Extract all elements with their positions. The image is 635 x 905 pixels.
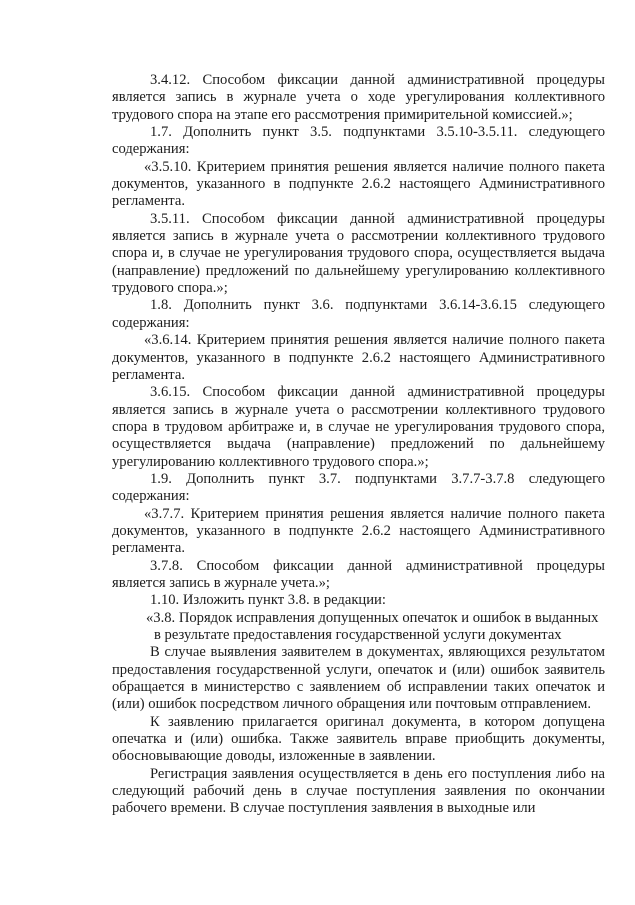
paragraph-1-7: 1.7. Дополнить пункт 3.5. подпунктами 3.5.10-3.5.11. следующего содержания: [112, 124, 605, 158]
paragraph-3-5-11: 3.5.11. Способом фиксации данной административной процедуры является запись в журнале учета о рассмотрении коллективного трудового спора и, в случае не урегулирования трудового спора, осуществляется выдача (направление) предложений по дальнейшему урегулированию коллективного трудового спора.»; [112, 210, 605, 297]
paragraph-error-detection: В случае выявления заявителем в документах, являющихся результатом предоставления государственной услуги, опечаток и (или) ошибок заявитель обращается в министерство с заявлением об исправлении таких опечаток и (или) ошибок посредством личного обращения или почтовым отправлением. [112, 644, 605, 713]
paragraph-3-5-10: «3.5.10. Критерием принятия решения является наличие полного пакета документов, указанного в подпункте 2.6.2 настоящего Административного регламента. [112, 158, 605, 210]
paragraph-1-9: 1.9. Дополнить пункт 3.7. подпунктами 3.7.7-3.7.8 следующего содержания: [112, 470, 605, 505]
paragraph-3-7-8: 3.7.8. Способом фиксации данной административной процедуры является запись в журнале учета.»; [112, 557, 605, 591]
paragraph-1-10: 1.10. Изложить пункт 3.8. в редакции: [150, 592, 386, 609]
paragraph-3-6-14: «3.6.14. Критерием принятия решения является наличие полного пакета документов, указанного в подпункте 2.6.2 настоящего Административного регламента. [112, 332, 605, 383]
paragraph-attachment: К заявлению прилагается оригинал документа, в котором допущена опечатка и (или) ошибка. Также заявитель вправе приобщить документы, обосновывающие доводы, изложенные в заявлении. [112, 713, 605, 765]
section-heading-line-1: «3.8. Порядок исправления допущенных опечаток и ошибок в выданных [146, 609, 599, 626]
section-heading-line-2: в результате предоставления государственной услуги документах [154, 627, 562, 643]
paragraph-3-6-15: 3.6.15. Способом фиксации данной административной процедуры является запись в журнале учета о рассмотрении коллективного трудового спора в трудовом арбитраже и, в случае не урегулирования трудового спора, осуществляется выдача (направление) предложений по дальнейшему урегулированию коллективного трудового спора.»; [112, 384, 605, 470]
document-page [112, 72, 605, 818]
paragraph-registration: Регистрация заявления осуществляется в день его поступления либо на следующий рабочий день в случае поступления заявления по окончании рабочего времени. В случае поступления заявления в выходные или [112, 765, 605, 817]
paragraph-3-4-12: 3.4.12. Способом фиксации данной административной процедуры является запись в журнале учета о ходе урегулирования коллективного трудового спора на этапе его рассмотрения примирительной комиссией.»; [112, 72, 605, 123]
paragraph-1-8: 1.8. Дополнить пункт 3.6. подпунктами 3.6.14-3.6.15 следующего содержания: [112, 297, 605, 331]
paragraph-3-7-7: «3.7.7. Критерием принятия решения является наличие полного пакета документов, указанного в подпункте 2.6.2 настоящего Административного регламента. [112, 505, 605, 557]
